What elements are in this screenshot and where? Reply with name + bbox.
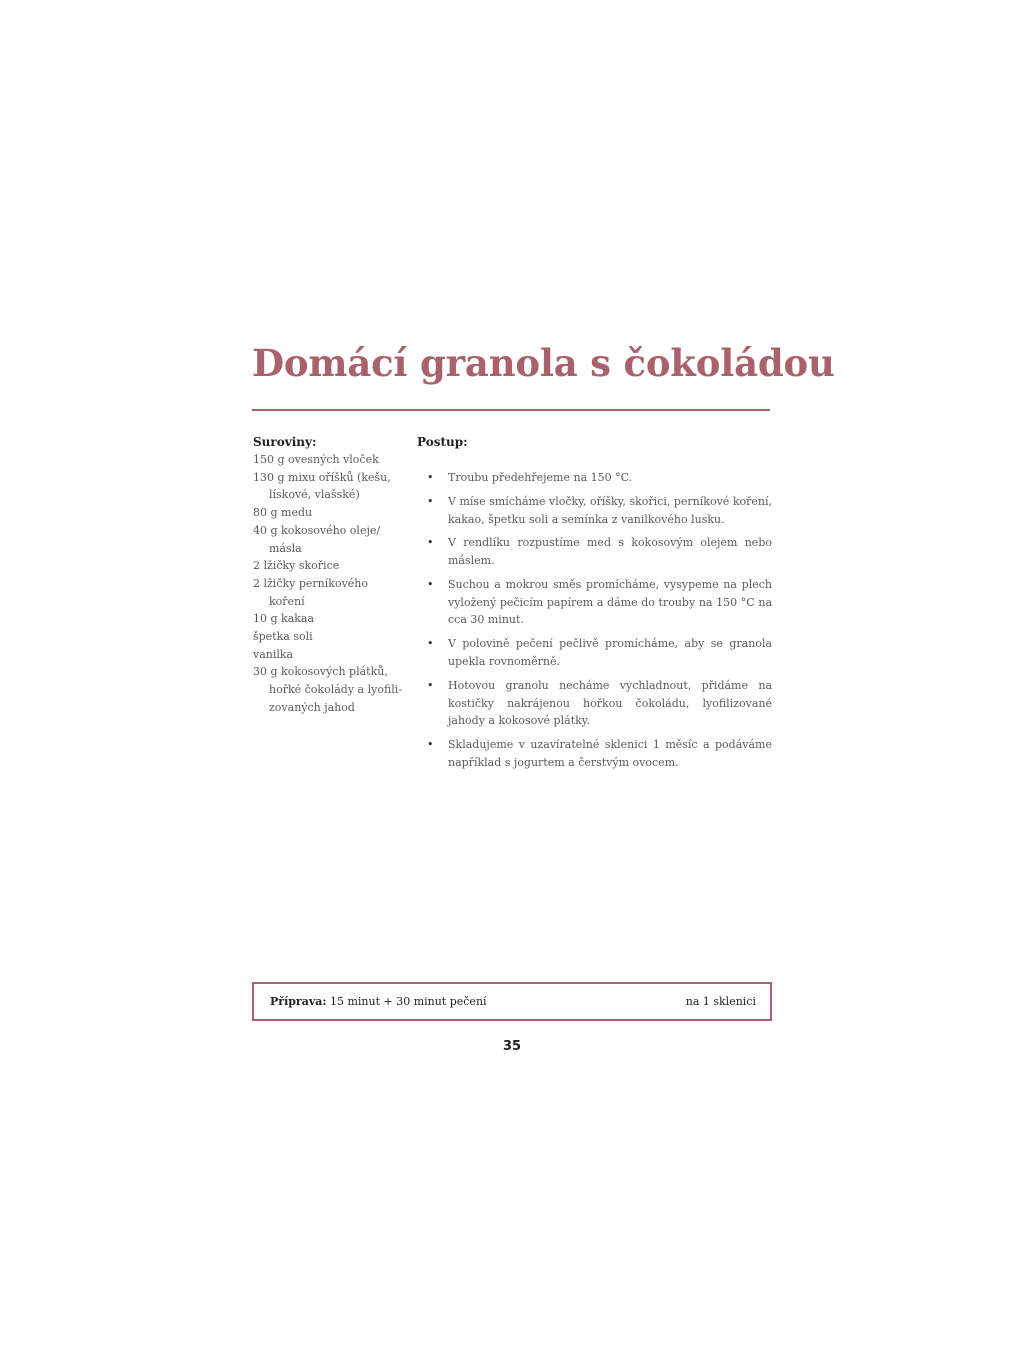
ingredient-item: 40 g kokosového oleje/ másla — [253, 523, 381, 555]
step-text: Hotovou granolu necháme vychladnout, přidáme na kostičky nakrájenou hořkou čokoládu, lyofilizované jahody a kokosové plátky. — [448, 678, 772, 728]
step-text: Skladujeme v uzavíratelné sklenici 1 měsíc a podáváme například s jogurtem a čerstvým ovocem. — [448, 738, 772, 769]
bullet-icon: • — [427, 578, 434, 592]
step-text: V míse smícháme vločky, oříšky, skořici, perníkové koření, kakao, špetku soli a semínka z vanilkového lusku. — [448, 494, 772, 526]
bullet-icon: • — [427, 494, 434, 508]
method-step — [417, 635, 772, 670]
ingredients-list — [253, 451, 403, 717]
ingredient-item: špetka soli — [253, 630, 313, 644]
bullet-icon: • — [427, 738, 434, 752]
step-text: V rendlíku rozpustíme med s kokosovým olejem nebo máslem. — [448, 536, 772, 568]
step-text: Troubu předehřejeme na 150 °C. — [448, 471, 633, 484]
title-divider — [252, 409, 770, 411]
method-step — [417, 677, 772, 730]
method-step — [417, 534, 772, 569]
recipe-info-box — [252, 982, 772, 1021]
bullet-icon: • — [427, 678, 434, 692]
ingredient-item: 80 g medu — [253, 506, 313, 520]
ingredient-item: 130 g mixu oříšků (kešu, lískové, vlašské) — [253, 470, 391, 502]
ingredient-item: 30 g kokosových plátků, hořké čokolády a lyofilizovaných jahod — [253, 665, 403, 714]
step-text: Suchou a mokrou směs promícháme, vysypeme na plech vyložený pečicím papírem a dáme do trouby na 150 °C na cca 30 minut. — [448, 578, 772, 627]
page-number: 35 — [502, 1039, 522, 1054]
method-heading: Postup: — [417, 435, 468, 449]
method-step — [417, 469, 772, 487]
ingredients-heading: Suroviny: — [253, 435, 317, 449]
bullet-icon: • — [427, 536, 434, 550]
method-steps — [417, 469, 772, 772]
ingredient-item: 2 lžičky perníkového koření — [253, 576, 368, 608]
ingredient-item: vanilka — [253, 647, 294, 661]
method-section — [417, 433, 772, 778]
step-text: V polovině pečení pečlivě promícháme, aby se granola upekla rovnoměrně. — [448, 637, 772, 669]
method-step — [417, 493, 772, 528]
ingredient-item: 150 g ovesných vloček — [253, 453, 379, 466]
ingredients-section — [253, 433, 403, 717]
ingredient-item: 10 g kakaa — [253, 612, 315, 626]
prep-time — [270, 994, 487, 1010]
bullet-icon: • — [427, 637, 434, 651]
recipe-title: Domácí granola s čokoládou — [252, 341, 835, 385]
servings: na 1 sklenici — [685, 995, 756, 1008]
prep-value: 15 minut + 30 minut pečení — [329, 995, 487, 1008]
prep-label: Příprava: — [270, 995, 327, 1008]
method-step — [417, 736, 772, 771]
ingredient-item: 2 lžičky skořice — [253, 559, 340, 573]
bullet-icon: • — [427, 471, 434, 484]
method-step — [417, 576, 772, 629]
